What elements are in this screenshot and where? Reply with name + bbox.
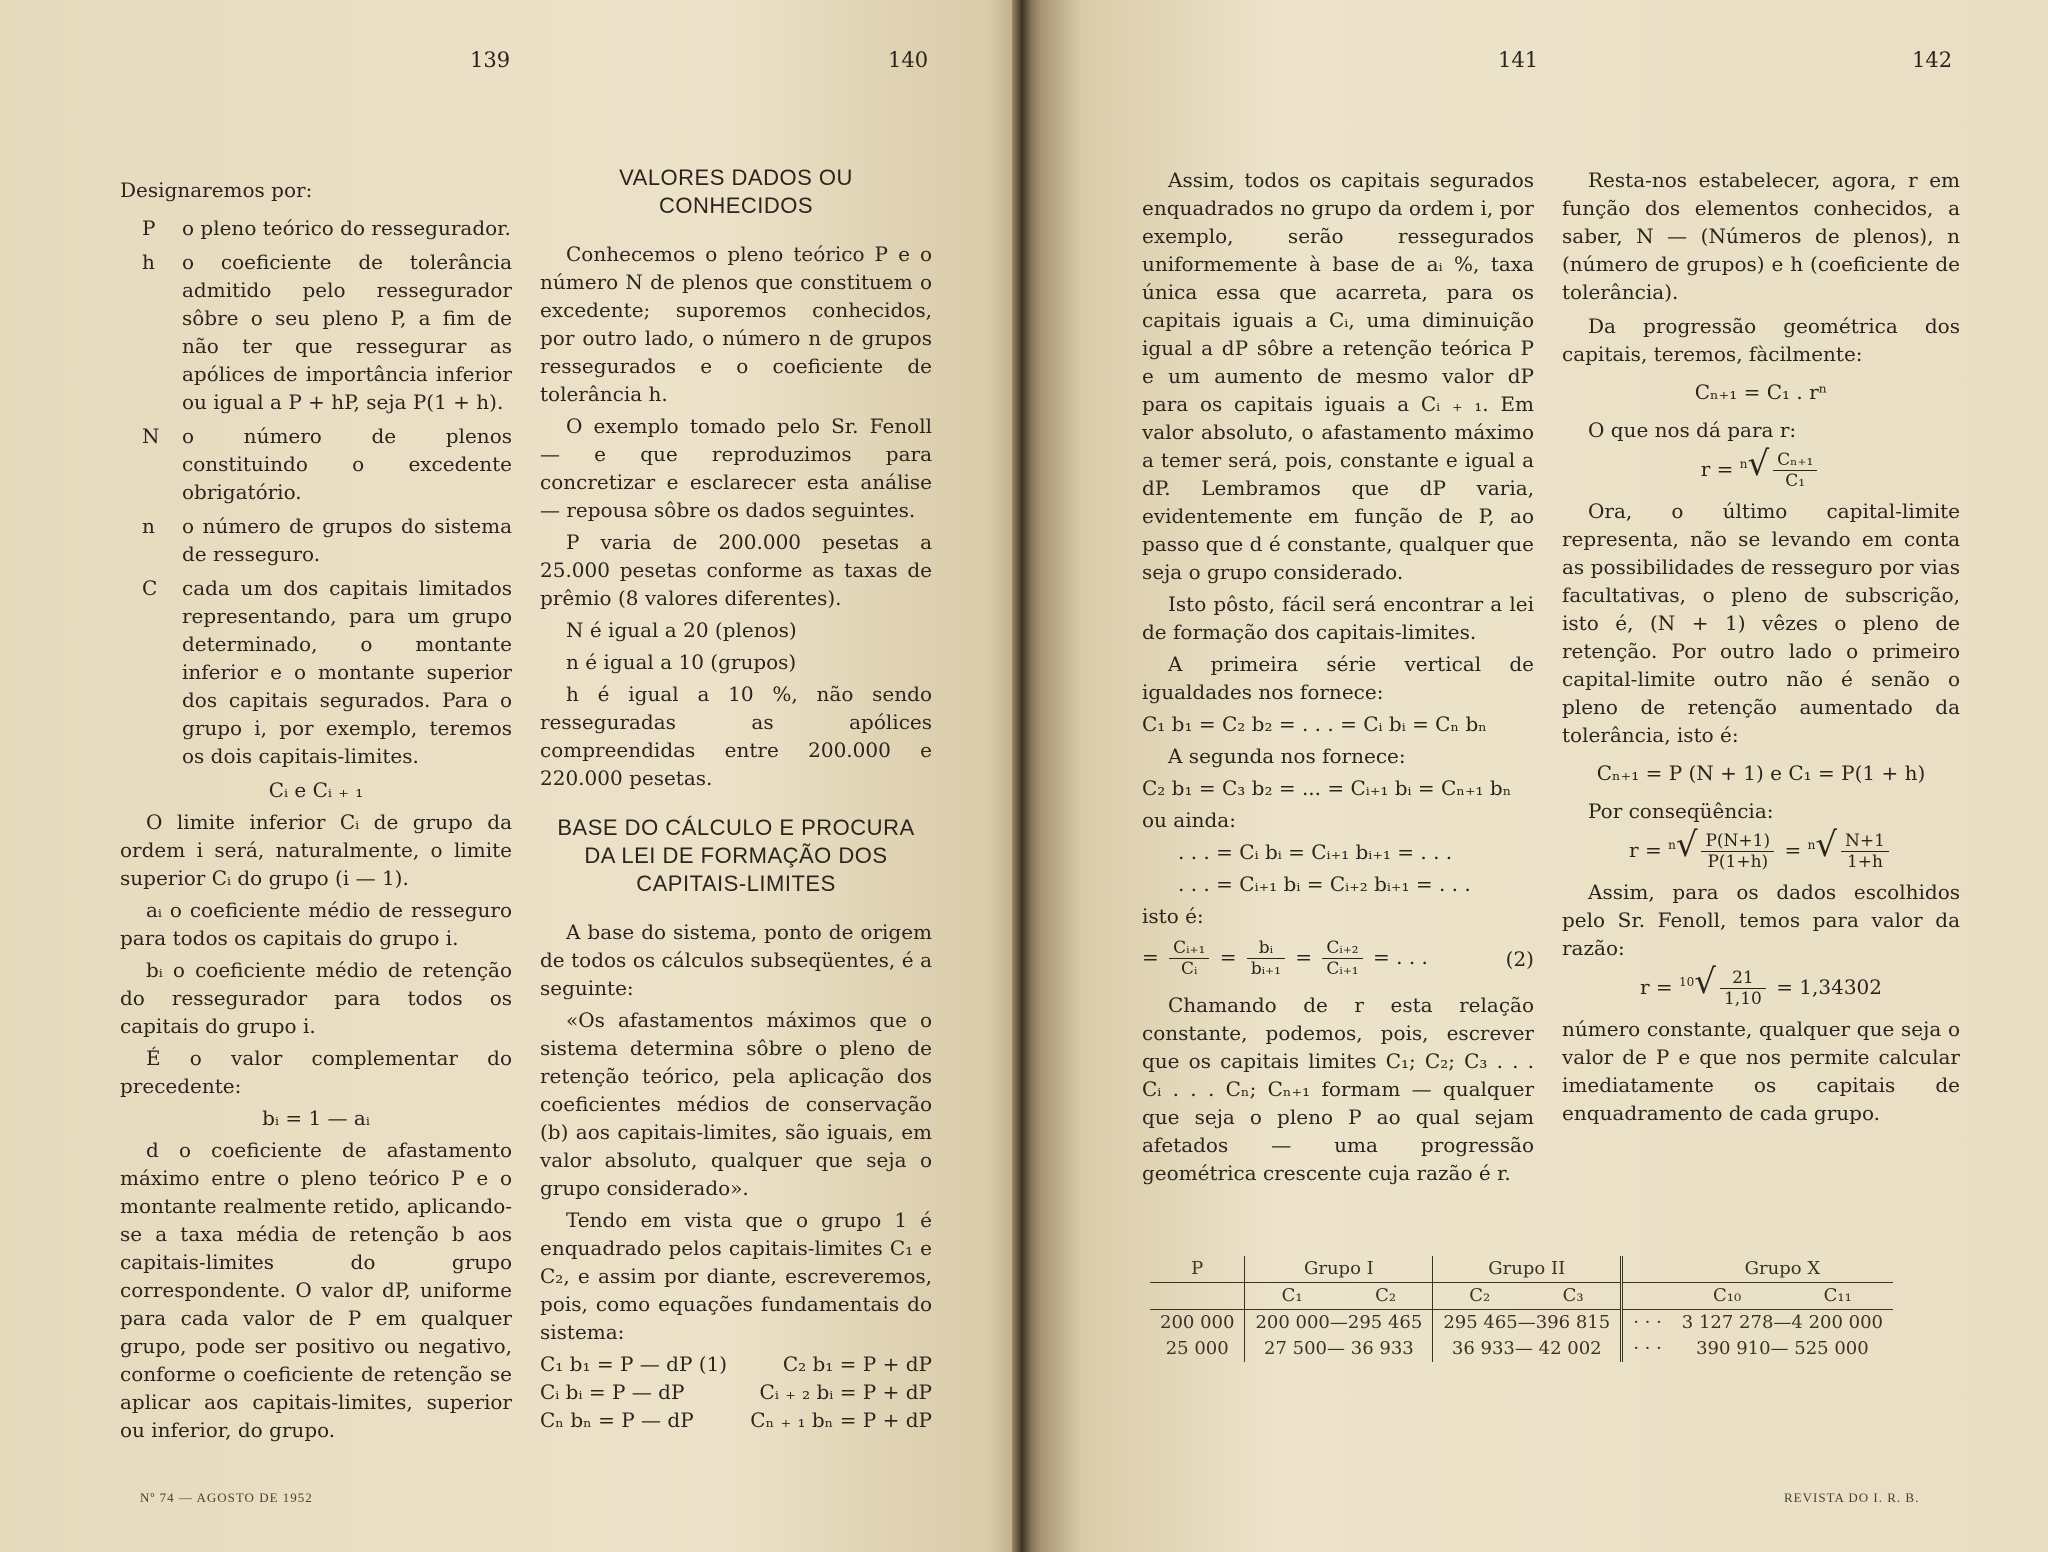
paragraph: aᵢ o coeficiente médio de resseguro para todos os capitais do grupo i. <box>120 898 512 950</box>
table-header: Grupo X <box>1744 1258 1821 1279</box>
table-subheader: C₂ <box>1433 1283 1526 1310</box>
paragraph: d o coeficiente de afastamento máximo entre o pleno teórico P e o montante realmente retido, aplicando-se a taxa média de retenção b aos capitais-limites do grupo correspondente. O valor dP, uniforme para cada valor de P em qualquer grupo, pode ser positivo ou negativo, conforme o coeficiente de retenção se aplicar aos capitais-limites, superior ou inferior, do grupo. <box>120 1138 512 1442</box>
paragraph: Assim, para os dados escolhidos pelo Sr. Fenoll, temos para valor da razão: <box>1562 880 1960 960</box>
ratio-equation: = $\frac{\text{Cᵢ₊₁}}{\text{Cᵢ}}$ = $\frac{\text{bᵢ}}{\text{bᵢ₊₁}}$ = $\frac{\text{Cᵢ₊₂}}{\text{Cᵢ₊₁}}$ = . . . (2) <box>1142 938 1534 979</box>
column-2 <box>540 158 932 1434</box>
table-subheader: C₁₀ <box>1672 1283 1783 1310</box>
definition-symbol: n <box>142 514 155 538</box>
paragraph: A primeira série vertical de igualdades nos fornece: <box>1142 652 1534 704</box>
table-header: Grupo I <box>1245 1256 1433 1283</box>
definition-item <box>120 512 512 568</box>
paragraph: Conhecemos o pleno teórico P e o número N de plenos que constituem o excedente; suporemos conhecidos, por outro lado, o número n de grupos ressegurados e o coeficiente de tolerância h. <box>540 242 932 406</box>
table-header: P <box>1191 1258 1204 1279</box>
ratio-value: = 1,34302 <box>1776 975 1883 999</box>
section-heading: BASE DO CÁLCULO E PROCURA DA LEI DE FORMAÇÃO DOS CAPITAIS-LIMITES <box>557 815 915 896</box>
table-row <box>1150 1310 1893 1337</box>
paragraph: Chamando de r esta relação constante, podemos, pois, escrever que os capitais limites C₁; C₂; C₃ . . . Cᵢ . . . Cₙ; Cₙ₊₁ formam — qualquer que seja o pleno P ao qual sejam afetados — uma progressão geométrica crescente cuja razão é r. <box>1142 993 1534 1185</box>
root-formula: r = $^n$√ $\frac{P(N+1)}{P(1+h)}$ = $^n$√ $\frac{N+1}{1+h}$ <box>1562 831 1960 872</box>
capital-pair-formula: Cᵢ e Cᵢ ₊ ₁ <box>268 778 364 802</box>
table-row <box>1150 1336 1893 1362</box>
definition-text: o coeficiente de tolerância admitido pelo ressegurador sôbre o seu pleno P, a fim de não ter que ressegurar as apólices de importância inferior ou igual a P + hP, seja P(1 + h). <box>182 250 512 414</box>
equation-right: C₂ b₁ = P + dP <box>782 1352 932 1376</box>
table-cell: 200 000 <box>1150 1310 1245 1337</box>
paragraph: É o valor complementar do precedente: <box>120 1046 512 1098</box>
equation-left: Cₙ bₙ = P — dP <box>540 1408 694 1432</box>
paragraph: O que nos dá para r: <box>1588 418 1797 442</box>
table-subheader: C₃ <box>1526 1283 1622 1310</box>
equation: C₂ b₁ = C₃ b₂ = ... = Cᵢ₊₁ bᵢ = Cₙ₊₁ bₙ <box>1142 776 1512 800</box>
paragraph: O limite inferior Cᵢ de grupo da ordem i será, naturalmente, o limite superior Cᵢ do grupo (i — 1). <box>120 810 512 890</box>
table-cell: 295 465—396 815 <box>1433 1310 1622 1337</box>
definition-text: o pleno teórico do ressegurador. <box>182 216 511 240</box>
column-1 <box>120 176 512 1448</box>
footer-issue: Nº 74 — AGOSTO DE 1952 <box>140 1490 313 1505</box>
paragraph: P varia de 200.000 pesetas a 25.000 pesetas conforme as taxas de prêmio (8 valores diferentes). <box>540 530 932 610</box>
equation-row <box>540 1406 932 1434</box>
column-4 <box>1562 166 1960 1131</box>
root-formula: r = $^n$√ $\frac{\text{Cₙ₊₁}}{\text{C₁}}$ <box>1562 450 1960 491</box>
equation-right: Cₙ ₊ ₁ bₙ = P + dP <box>750 1408 932 1432</box>
definition-item <box>120 248 512 416</box>
equation-left: Cᵢ bᵢ = P — dP <box>540 1380 685 1404</box>
fraction: $\frac{\text{Cᵢ₊₂}}{\text{Cᵢ₊₁}}$ <box>1322 938 1362 979</box>
progression-formula: Cₙ₊₁ = C₁ . rⁿ <box>1694 380 1828 404</box>
fraction: $\frac{P(N+1)}{P(1+h)}$ <box>1701 831 1774 872</box>
fraction: $\frac{21}{1,10}$ <box>1720 968 1766 1009</box>
paragraph: O exemplo tomado pelo Sr. Fenoll — e que reproduzimos para concretizar e esclarecer esta análise — repousa sôbre os dados seguintes. <box>540 414 932 522</box>
paragraph: Isto pôsto, fácil será encontrar a lei de formação dos capitais-limites. <box>1142 592 1534 644</box>
equation-row <box>540 1350 932 1378</box>
table-cell: 25 000 <box>1165 1338 1229 1359</box>
table-cell: 200 000—295 465 <box>1245 1310 1433 1337</box>
equation-right: Cᵢ ₊ ₂ bᵢ = P + dP <box>759 1380 932 1404</box>
capital-limits-table <box>1150 1256 1893 1362</box>
fraction: $\frac{\text{Cₙ₊₁}}{\text{C₁}}$ <box>1773 450 1817 491</box>
page-number-139: 139 <box>470 48 511 72</box>
table-header-row <box>1150 1256 1893 1283</box>
paragraph: ou ainda: <box>1142 808 1236 832</box>
nth-root: $^{10}$√ $\frac{21}{1,10}$ <box>1679 968 1770 1009</box>
table-cell: 27 500— 36 933 <box>1245 1336 1433 1362</box>
table-subheader-row <box>1150 1283 1893 1310</box>
paragraph: h é igual a 10 %, não sendo resseguradas as apólices compreendidas entre 200.000 e 220.000 pesetas. <box>540 682 932 790</box>
paragraph: Resta-nos estabelecer, agora, r em função dos elementos conhecidos, a saber, N — (Números de plenos), n (número de grupos) e h (coeficiente de tolerância). <box>1562 168 1960 304</box>
table-header: Grupo II <box>1433 1256 1622 1283</box>
table-subheader: C₁ <box>1245 1283 1339 1310</box>
equation-number: (2) <box>1505 946 1534 971</box>
definition-symbol: C <box>142 576 158 600</box>
nth-root: $^n$√ $\frac{P(N+1)}{P(1+h)}$ <box>1668 831 1778 872</box>
fraction: $\frac{N+1}{1+h}$ <box>1841 831 1889 872</box>
table-cell: 390 910— 525 000 <box>1696 1338 1869 1359</box>
column-3 <box>1142 166 1534 1191</box>
page-number-142: 142 <box>1912 48 1953 72</box>
table-cell: · · · <box>1622 1336 1672 1362</box>
equation-row <box>540 1378 932 1406</box>
paragraph: isto é: <box>1142 904 1204 928</box>
intro-text: Designaremos por: <box>120 178 313 202</box>
table-cell: · · · <box>1622 1310 1672 1337</box>
paragraph: Assim, todos os capitais segurados enquadrados no grupo da ordem i, por exemplo, serão ressegurados uniformemente à base de aᵢ %, taxa única essa que acarreta, para os capitais iguais a Cᵢ, uma diminuição igual a dP sôbre a retenção teórica P e um aumento de mesmo valor dP para os capitais iguais a Cᵢ ₊ ₁. Em valor absoluto, o afastamento máximo a temer será, pois, constante e igual a dP. Lembramos que dP varia, evidentemente em função de P, ao passo que d é constante, qualquer que seja o grupo considerado. <box>1142 168 1534 584</box>
complement-formula: bᵢ = 1 — aᵢ <box>262 1106 370 1130</box>
definition-symbol: N <box>142 424 160 448</box>
paragraph: Ora, o último capital-limite representa, não se levando em conta as possibilidades de resseguro por vias facultativas, o pleno de subscrição, isto é, (N + 1) vêzes o pleno de retenção. Por outro lado o primeiro capital-limite outro não é senão o pleno de retenção aumentado da tolerância, isto é: <box>1562 499 1960 747</box>
table-cell: 36 933— 42 002 <box>1433 1336 1622 1362</box>
equation-left: C₁ b₁ = P — dP (1) <box>540 1352 728 1376</box>
definition-text: cada um dos capitais limitados representando, para um grupo determinado, o montante inferior e o montante superior dos capitais segurados. Para o grupo i, por exemplo, teremos os dois capitais-limites. <box>182 576 512 768</box>
table-subheader: C₂ <box>1339 1283 1433 1310</box>
definition-item <box>120 574 512 770</box>
equation: C₁ b₁ = C₂ b₂ = . . . = Cᵢ bᵢ = Cₙ bₙ <box>1142 712 1487 736</box>
table-subheader: C₁₁ <box>1782 1283 1893 1310</box>
given-value: n é igual a 10 (grupos) <box>566 650 797 674</box>
book-gutter <box>1012 0 1030 1552</box>
footer-journal: REVISTA DO I. R. B. <box>1784 1490 1920 1505</box>
equation: . . . = Cᵢ bᵢ = Cᵢ₊₁ bᵢ₊₁ = . . . <box>1178 840 1453 864</box>
paragraph: A segunda nos fornece: <box>1168 744 1406 768</box>
nth-root: $^n$√ $\frac{\text{Cₙ₊₁}}{\text{C₁}}$ <box>1740 450 1822 491</box>
paragraph: número constante, qualquer que seja o valor de P e que nos permite calcular imediatamente os capitais de enquadramento de cada grupo. <box>1562 1017 1960 1125</box>
page-number-141: 141 <box>1498 48 1539 72</box>
limit-capitals-formula: Cₙ₊₁ = P (N + 1) e C₁ = P(1 + h) <box>1596 761 1926 785</box>
fraction: $\frac{\text{bᵢ}}{\text{bᵢ₊₁}}$ <box>1247 938 1285 979</box>
paragraph: bᵢ o coeficiente médio de retenção do ressegurador para todos os capitais do grupo i. <box>120 958 512 1038</box>
definition-symbol: h <box>142 250 155 274</box>
table-cell: 3 127 278—4 200 000 <box>1672 1310 1893 1337</box>
definition-item <box>120 422 512 506</box>
given-value: N é igual a 20 (plenos) <box>566 618 797 642</box>
equation: . . . = Cᵢ₊₁ bᵢ = Cᵢ₊₂ bᵢ₊₁ = . . . <box>1178 872 1471 896</box>
page-number-140: 140 <box>888 48 929 72</box>
paragraph: Tendo em vista que o grupo 1 é enquadrado pelos capitais-limites C₁ e C₂, e assim por diante, escreveremos, pois, como equações fundamentais do sistema: <box>540 1208 932 1344</box>
paragraph: A base do sistema, ponto de origem de todos os cálculos subseqüentes, é a seguinte: <box>540 920 932 1000</box>
paragraph: Por conseqüência: <box>1588 799 1774 823</box>
paragraph: Da progressão geométrica dos capitais, teremos, fàcilmente: <box>1562 314 1960 366</box>
ratio-value-formula: r = $^{10}$√ $\frac{21}{1,10}$ = 1,34302 <box>1639 962 1883 1009</box>
definition-text: o número de plenos constituindo o excedente obrigatório. <box>182 424 512 504</box>
fraction: $\frac{\text{Cᵢ₊₁}}{\text{Cᵢ}}$ <box>1169 938 1209 979</box>
nth-root: $^n$√ $\frac{N+1}{1+h}$ <box>1808 831 1893 872</box>
definition-symbol: P <box>142 216 156 240</box>
quoted-principle: «Os afastamentos máximos que o sistema determina sôbre o pleno de retenção teórico, pela aplicação dos coeficientes médios de conservação (b) aos capitais-limites, são iguais, em valor absoluto, qualquer que seja o grupo considerado». <box>540 1008 932 1200</box>
section-heading: VALORES DADOS OU CONHECIDOS <box>619 165 853 218</box>
definition-item <box>120 214 512 242</box>
definition-text: o número de grupos do sistema de resseguro. <box>182 514 512 566</box>
